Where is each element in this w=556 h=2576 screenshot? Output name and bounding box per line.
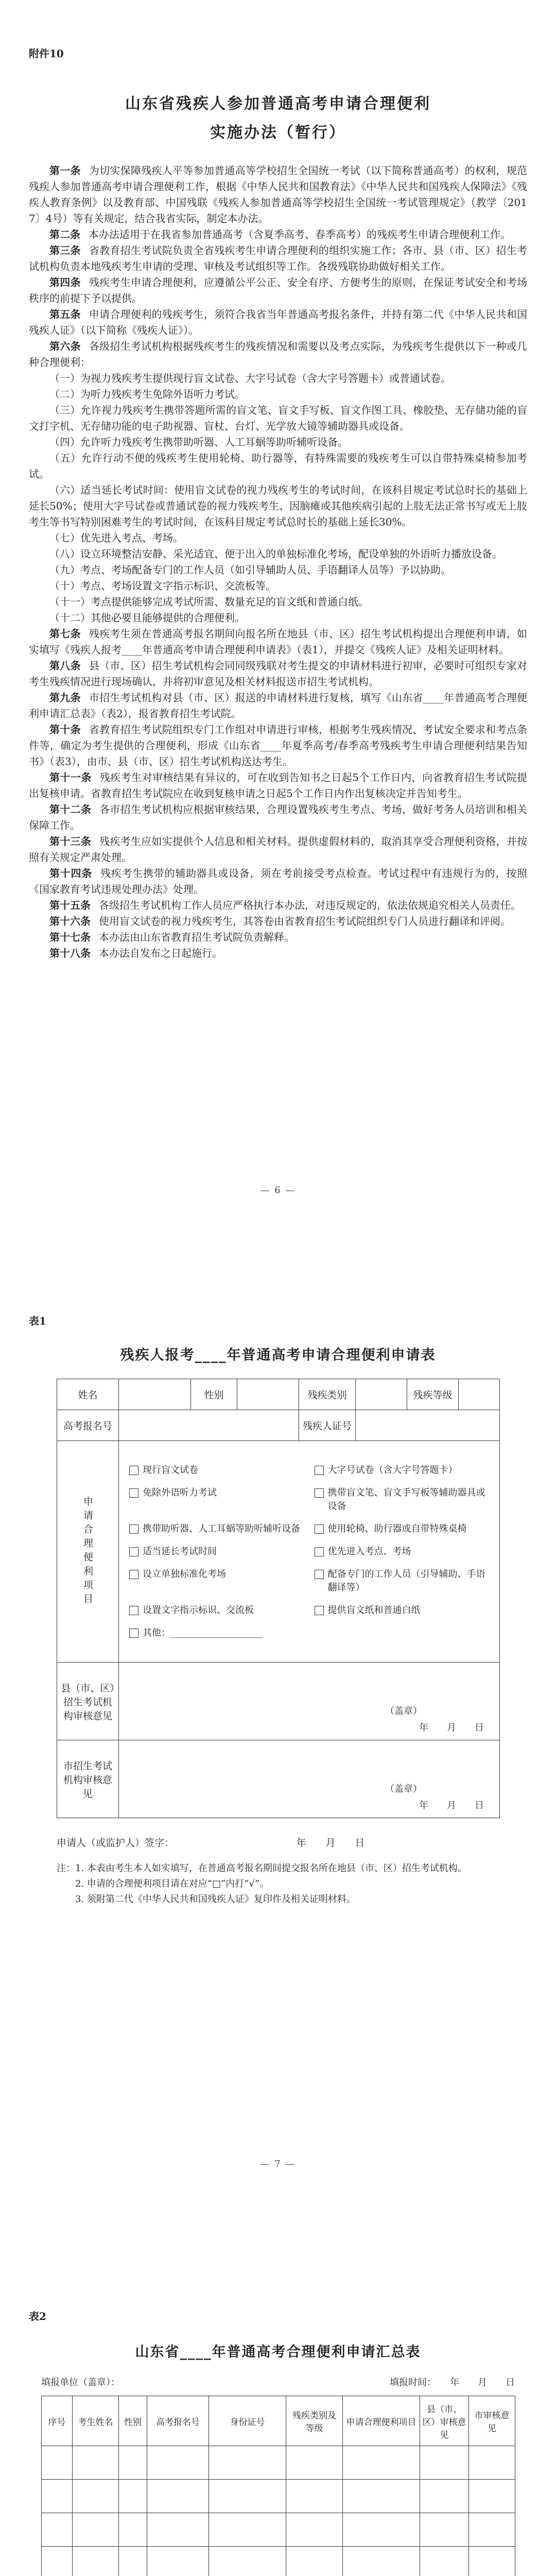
blank-cell [73,2547,119,2576]
accommodation-option [315,1522,490,1536]
fill-unit: 填报单位（盖章）： [41,2377,120,2388]
article-paragraph [29,866,527,897]
blank-cell [73,2513,119,2547]
checkbox-icon [129,1570,138,1579]
column-header: 性别 [119,2396,147,2446]
blank-cell [119,2480,147,2513]
article-paragraph [29,275,527,307]
article-text: 申请合理便利的残疾考生，须符合我省当年普通高考报名条件，并持有第二代《中华人民共和国残疾人证》（以下简称《残疾人证》）。 [29,308,528,336]
regulation-body [29,163,527,961]
accommodation-option [129,1464,304,1477]
blank-cell [147,2480,209,2513]
article-text: 残疾考生申请合理便利，应遵循公平公正、安全有序、方便考生的原则，在保证考试安全和考场秩序的前提下予以提供。 [29,276,528,304]
article-number: 第二条 [49,228,80,241]
form2-meta [41,2375,515,2388]
article-paragraph [29,243,527,275]
blank-cell [119,2513,147,2547]
accommodation-option [129,1604,304,1617]
article-list-item: （七）优先进入考点、考场。 [49,532,183,544]
blank-cell [147,2446,209,2480]
article-list-item: （一）为视力残疾考生提供现行盲文试卷、大字号试卷（含大字号答题卡）或普通试卷。 [49,372,451,384]
exam-id-label: 高考报名号 [57,1410,119,1441]
city-seal-text: （盖章） [385,1784,422,1794]
blank-cell [420,2547,469,2576]
article-paragraph [29,658,527,690]
article-paragraph [29,945,527,961]
article-paragraph [29,307,527,338]
checkbox-icon [129,1629,138,1638]
accommodation-option [315,1545,490,1558]
accommodation-option [129,1522,304,1536]
accommodation-option [129,1545,304,1558]
column-header: 申请合理便利项目 [343,2396,420,2446]
blank-cell [147,2513,209,2547]
article-paragraph [29,690,527,722]
checkbox-icon [315,1547,324,1556]
article-paragraph [29,834,527,866]
article-number: 第十三条 [49,835,92,848]
options-label-cell [57,1441,119,1663]
article-text: 残疾考生对审核结果有异议的，可在收到告知书之日起5个工作日内，向省教育招生考试院提出复核申请。省教育招生考试院应在收到复核申请之日起5个工作日内作出复核决定并告知考生。 [29,771,528,800]
city-opinion-label: 市招生考试机构审核意见 [57,1740,119,1818]
summary-table-header [42,2396,515,2446]
column-header: 高考报名号 [147,2396,209,2446]
article-text: 残疾考生携带的辅助器具或设备，须在考前接受考点检查。考试过程中有违规行为的，按照《国家教育考试违规处理办法》处理。 [29,867,528,895]
form1-note: 2. 申请的合理便利项目请在对应“□”内打“√”。 [57,1878,269,1889]
blank-cell [343,2513,420,2547]
blank-cell [286,2513,343,2547]
blank-cell [119,2446,147,2480]
article-paragraph [29,913,527,929]
article-text: 本办法适用于在我省参加普通高考（含夏季高考、春季高考）的残疾考生申请合理便利工作。 [89,228,511,241]
form1-note: 3. 须附第二代《中华人民共和国残疾人证》复印件及相关证明材料。 [57,1894,356,1905]
article-number: 第十一条 [49,771,92,784]
form2-title: 山东省____年普通高考合理便利申请汇总表 [135,2344,421,2360]
article-list-item: （十）考点、考场设置文字指示标识、交流板等。 [49,580,276,592]
accommodation-option [315,1568,490,1595]
form-row-basic [57,1379,500,1410]
document-title-line1: 山东省残疾人参加普通高考申请合理便利 [125,95,431,113]
blank-cell [209,2547,286,2576]
gender-value [237,1379,299,1410]
table-row [42,2513,515,2547]
disability-type-label: 残疾类别 [299,1379,356,1410]
blank-cell [469,2513,515,2547]
blank-cell [469,2480,515,2513]
blank-cell [343,2480,420,2513]
article-paragraph [29,163,527,227]
county-opinion-label: 县（市、区）招生考试机构审核意见 [57,1663,119,1740]
article-number: 第九条 [49,691,81,704]
article-paragraph [29,722,527,770]
application-form-table [57,1379,500,1818]
blank-cell [42,2480,73,2513]
column-header: 身份证号 [209,2396,286,2446]
article-text: 各市招生考试机构应根据审核结果，合理设置残疾考生考点、考场，做好考务人员培训和相关保障工作。 [29,803,528,832]
article-text: 使用盲文试卷的视力残疾考生，其答卷由省教育招生考试院组织专门人员进行翻译和评阅。 [99,915,511,927]
article-number: 第十四条 [49,867,92,879]
name-value [119,1379,191,1410]
blank-cell [343,2446,420,2480]
accommodation-option [129,1568,304,1595]
city-opinion-cell [119,1740,500,1818]
option-label: 设置文字指示标识、交流板 [143,1604,254,1616]
summary-table-body [42,2446,515,2576]
exam-id-value [119,1410,299,1441]
blank-cell [286,2446,343,2480]
column-header: 县（市、区）审核意见 [420,2396,469,2446]
checkbox-icon [315,1488,324,1498]
table-row [42,2480,515,2513]
gender-label: 性别 [191,1379,237,1410]
article-paragraph [29,770,527,802]
blank-cell [420,2513,469,2547]
article-list-item: （五）允许行动不便的残疾考生使用轮椅、助行器等，有特殊需要的残疾考生可以自带特殊桌椅参加考试。 [29,452,527,480]
county-date-text: 年 月 日 [419,1722,484,1733]
form1-notes [57,1861,499,1907]
accommodation-option [129,1626,304,1640]
column-header: 考生姓名 [73,2396,119,2446]
option-label: 配备专门的工作人员（引导辅助、手语翻译等） [327,1568,485,1593]
blank-cell [73,2480,119,2513]
blank-cell [42,2547,73,2576]
article-number: 第八条 [49,659,81,672]
option-label: 携带盲文笔、盲文手写板等辅助器具或设备 [327,1487,485,1512]
column-header: 市审核意见 [469,2396,515,2446]
option-label: 现行盲文试卷 [143,1464,198,1476]
option-label: 免除外语听力考试 [143,1487,217,1498]
blank-cell [119,2547,147,2576]
summary-table [41,2396,515,2576]
column-header: 残疾类别及等级 [286,2396,343,2446]
table-row [42,2446,515,2480]
article-number: 第十条 [49,723,81,736]
form1-title: 残疾人报考____年普通高考申请合理便利申请表 [120,1347,436,1363]
checkbox-icon [315,1524,324,1534]
table-row [42,2547,515,2576]
article-number: 第十五条 [49,899,91,911]
article-number: 第七条 [49,628,81,640]
article-list-item: （十二）其他必要且能够提供的合理便利。 [49,612,245,624]
checkbox-icon [315,1606,324,1615]
article-list-item: （四）允许听力残疾考生携带助听器、人工耳蜗等助听辅听设备。 [49,436,348,448]
article-text: 残疾考生应如实提供个人信息和相关材料。提供虚假材料的，取消其享受合理便利资格，并按照有关规定严肃处理。 [29,835,528,863]
article-number: 第四条 [49,276,81,289]
checkbox-icon [129,1606,138,1615]
blank-cell [343,2547,420,2576]
blank-cell [147,2547,209,2576]
article-text: 本办法由山东省教育招生考试院负责解释。 [99,931,294,943]
checkbox-icon [315,1466,324,1475]
option-label: 优先进入考点、考场 [327,1546,411,1557]
article-number: 第六条 [49,340,81,352]
article-list-item: （六）适当延长考试时间：使用盲文试卷的视力残疾考生的考试时间，在该科目规定考试总时长的基础上延长50%；使用大字号试卷或普通试卷的视力残疾考生、因脑瘫或其他疾病引起的上肢无法正常书写或无上肢考生等书写特别困难考生的考试时间，在该科目规定考试总时长的基础上延长30%。 [29,484,527,528]
accommodation-options [122,1459,496,1645]
article-text: 为切实保障残疾人平等参加普通高等学校招生全国统一考试（以下简称普通高考）的权利，规范残疾人参加普通高考申请合理便利工作，根据《中华人民共和国教育法》《中华人民共和国残疾人保障法》《残疾人教育条例》以及教育部、中国残联《残疾人参加普通高等学校招生全国统一考试管理规定》（教学〔2017〕4号）等有关规定，结合我省实际，制定本办法。 [29,164,528,225]
article-paragraph [29,338,527,370]
option-label: 其他：____________________ [143,1627,263,1638]
checkbox-icon [129,1547,138,1556]
accommodation-option [315,1486,490,1513]
blank-cell [469,2547,515,2576]
attachment-label: 附件10 [29,47,64,60]
article-paragraph [29,227,527,243]
option-label: 设立单独标准化考场 [143,1568,226,1580]
accommodation-option [129,1486,304,1513]
column-header: 序号 [42,2396,73,2446]
accommodation-option [315,1604,490,1617]
article-list-item: （十一）考点提供能够完成考试所需、数量充足的盲文纸和普通白纸。 [49,596,369,608]
page-number: — 6 — [260,1185,296,1196]
blank-cell [420,2446,469,2480]
blank-cell [420,2480,469,2513]
options-label: 申请合理便利项目 [82,1496,93,1607]
article-text: 残疾考生须在普通高考报名期间向报名所在地县（市、区）招生考试机构提出合理便利申请，如实填写《残疾人报考____年普通高考申请合理便利申请表》（表1），并提交《残疾人证》及相关证明材料。 [29,628,528,656]
article-text: 省教育招生考试院负责全省残疾考生申请合理便利的组织实施工作；各市、县（市、区）招生考试机构负责本地残疾考生申请的受理、审核及考试组织等工作。各级残联协助做好相关工作。 [29,244,528,273]
checkbox-icon [129,1466,138,1475]
blank-cell [42,2446,73,2480]
form1-label: 表1 [29,1315,46,1327]
article-text: 本办法自发布之日起施行。 [99,947,222,959]
form-row-county-opinion [57,1663,500,1740]
article-text: 各级招生考试机构工作人员应严格执行本办法，对违反规定的，依法依规追究相关人员责任。 [99,899,521,911]
article-list-item: （二）为听力残疾考生免除外语听力考试。 [49,388,245,400]
form2-label: 表2 [29,2310,46,2323]
article-paragraph [29,802,527,834]
option-label: 大字号试卷（含大字号答题卡） [327,1464,458,1476]
article-text: 各级招生考试机构根据残疾考生的残疾情况和需要以及考点实际，为残疾考生提供以下一种或几种合理便利： [29,340,528,368]
fill-date: 填报时间： 年 月 日 [390,2377,515,2388]
certificate-no-label: 残疾人证号 [299,1410,356,1441]
county-opinion-cell [119,1663,500,1740]
checkbox-icon [129,1524,138,1534]
document-title-line2: 实施办法（暂行） [210,124,346,142]
name-label: 姓名 [57,1379,119,1410]
applicant-signature-line: 申请人（或监护人）签字： 年 月 日 [57,1837,365,1849]
blank-cell [286,2547,343,2576]
article-list-item: （九）考点、考场配备专门的工作人员（如引导辅助人员、手语翻译人员等）予以协助。 [49,564,451,576]
article-text: 市招生考试机构对县（市、区）报送的申请材料进行复核，填写《山东省____年普通高考合理便利申请汇总表》（表2），报省教育招生考试院。 [29,691,528,720]
blank-cell [209,2513,286,2547]
article-list-item: （三）允许视力残疾考生携带答题所需的盲文笔、盲文手写板、盲文作图工具、橡胶垫、无存储功能的盲文打字机、无存储功能的电子助视器、盲杖、台灯、光学放大镜等辅助器具或设备。 [29,404,527,432]
blank-cell [42,2513,73,2547]
option-label: 提供盲文纸和普通白纸 [327,1604,421,1616]
disability-type-value [356,1379,407,1410]
blank-cell [286,2480,343,2513]
disability-level-value [459,1379,500,1410]
article-number: 第一条 [49,164,81,177]
option-label: 使用轮椅、助行器或自带特殊桌椅 [327,1523,467,1534]
disability-level-label: 残疾等级 [407,1379,459,1410]
article-number: 第三条 [49,244,81,257]
article-text: 县（市、区）招生考试机构会同同级残联对考生提交的申请材料进行初审，必要时可组织专家对考生残疾情况进行现场确认，并将初审意见及相关材料报送市招生考试机构。 [29,659,528,688]
county-seal-text: （盖章） [385,1706,422,1717]
option-label: 适当延长考试时间 [143,1546,217,1557]
article-list-item: （八）设立环境整洁安静、采光适宜、便于出入的单独标准化考场，配设单独的外语听力播放设备。 [49,548,502,560]
article-number: 第十八条 [49,947,91,959]
blank-cell [209,2480,286,2513]
accommodation-option [315,1464,490,1477]
article-paragraph [29,929,527,945]
city-date-text: 年 月 日 [419,1800,484,1811]
article-paragraph [29,897,527,913]
article-number: 第十六条 [49,915,91,927]
checkbox-icon [129,1488,138,1498]
page-number: — 7 — [260,2159,296,2170]
article-number: 第五条 [49,308,81,320]
form-row-options [57,1441,500,1663]
checkbox-icon [315,1570,324,1579]
options-cell [119,1441,500,1663]
article-number: 第十七条 [49,931,91,943]
blank-cell [469,2446,515,2480]
form-row-ids [57,1410,500,1441]
form-row-city-opinion [57,1740,500,1818]
blank-cell [73,2446,119,2480]
article-number: 第十二条 [49,803,92,816]
article-text: 省教育招生考试院组织专门工作组对申请进行审核，根据考生残疾情况、考试安全要求和考点条件等，确定为考生提供的合理便利，形成《山东省____年夏季高考/春季高考残疾考生申请合理便利结果告知书》（表3），由市、县（市、区）招生考试机构送达考生。 [29,723,528,768]
article-paragraph [29,626,527,658]
form1-note: 注：1. 本表由考生本人如实填写，在普通高考报名期间提交报名所在地县（市、区）招生考试机构。 [57,1863,467,1874]
blank-cell [209,2446,286,2480]
option-label: 携带助听器、人工耳蜗等助听辅听设备 [143,1523,300,1534]
certificate-no-value [356,1410,500,1441]
